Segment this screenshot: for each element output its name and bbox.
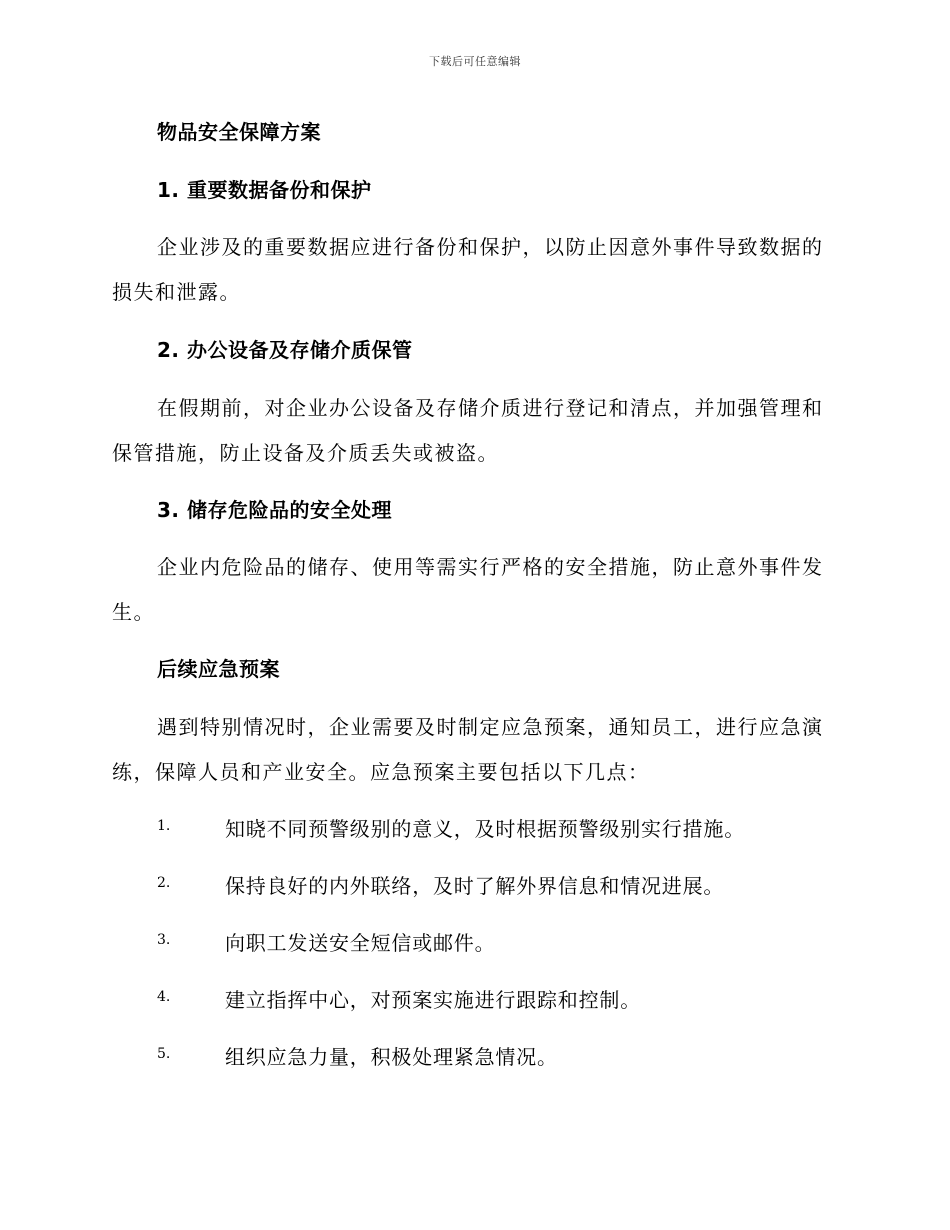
- section-heading-4: 后续应急预案: [157, 657, 280, 681]
- section-1-line-1: 企业涉及的重要数据应进行备份和保护，以防止因意外事件导致数据的: [157, 235, 824, 259]
- list-item-5-text: 组织应急力量，积极处理紧急情况。: [225, 1045, 558, 1069]
- list-item-4-text: 建立指挥中心，对预案实施进行跟踪和控制。: [225, 988, 641, 1012]
- section-1-line-2: 损失和泄露。: [112, 280, 241, 304]
- section-2-line-2: 保管措施，防止设备及介质丢失或被盗。: [112, 441, 499, 465]
- section-2-line-1: 在假期前，对企业办公设备及存储介质进行登记和清点，并加强管理和: [157, 396, 824, 420]
- list-item-2-text: 保持良好的内外联络，及时了解外界信息和情况进展。: [225, 874, 725, 898]
- section-heading-3: 3. 储存危险品的安全处理: [157, 498, 392, 522]
- list-item-1-number: 1.: [157, 818, 171, 834]
- list-item-4-number: 4.: [157, 989, 171, 1005]
- list-item-3-number: 3.: [157, 932, 171, 948]
- section-heading-2: 2. 办公设备及存储介质保管: [157, 338, 413, 362]
- list-item-1-text: 知晓不同预警级别的意义，及时根据预警级别实行措施。: [225, 817, 745, 841]
- document-title: 物品安全保障方案: [157, 120, 321, 144]
- section-heading-1: 1. 重要数据备份和保护: [157, 178, 372, 202]
- list-item-2-number: 2.: [157, 875, 171, 891]
- section-3-line-1: 企业内危险品的储存、使用等需实行严格的安全措施，防止意外事件发: [157, 555, 824, 579]
- header-note: 下载后可任意编辑: [429, 55, 521, 68]
- section-4-line-2: 练，保障人员和产业安全。应急预案主要包括以下几点：: [112, 760, 650, 784]
- list-item-5-number: 5.: [157, 1046, 171, 1062]
- section-3-line-2: 生。: [112, 600, 155, 624]
- list-item-3-text: 向职工发送安全短信或邮件。: [225, 931, 496, 955]
- section-4-line-1: 遇到特别情况时，企业需要及时制定应急预案，通知员工，进行应急演: [157, 715, 824, 739]
